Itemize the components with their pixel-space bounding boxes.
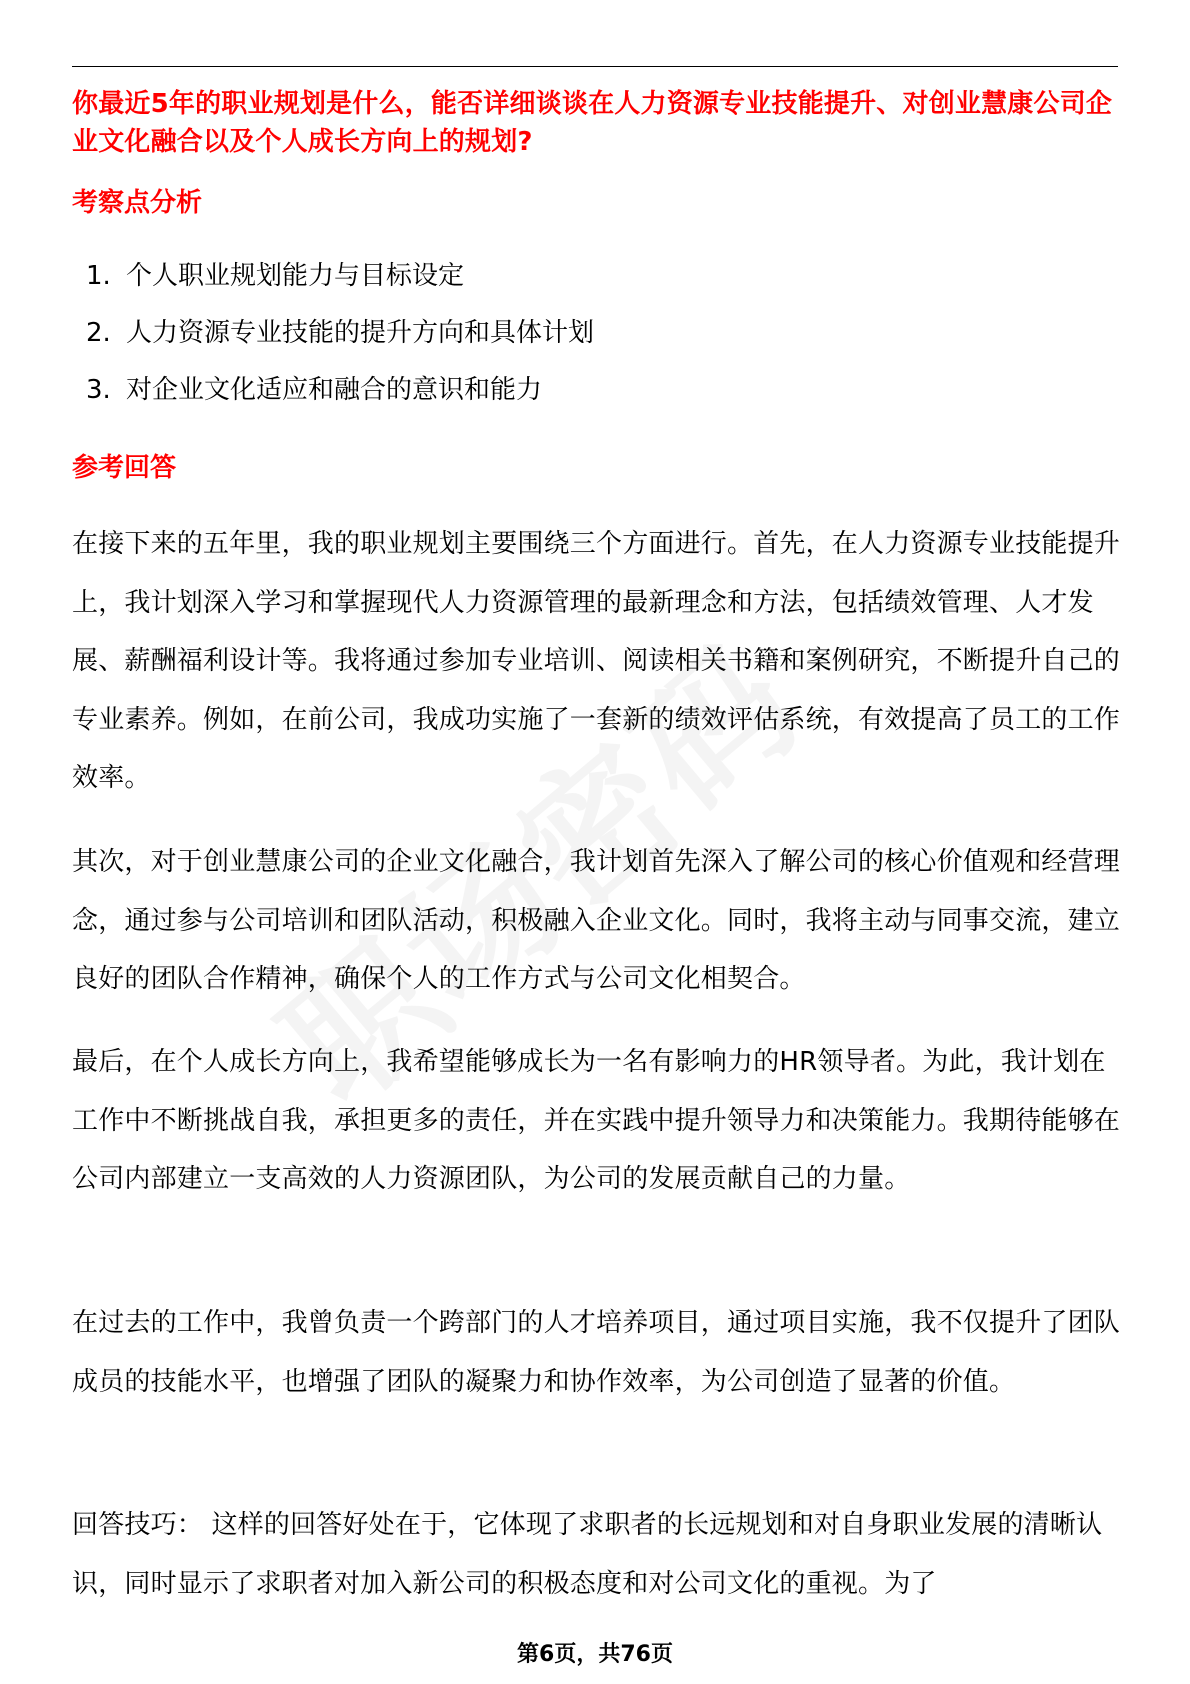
analysis-point xyxy=(86,258,594,315)
analysis-point-text: 对企业文化适应和融合的意识和能力 xyxy=(126,375,543,405)
analysis-point-number: 3. xyxy=(86,375,111,405)
answer-paragraph: 最后，在个人成长方向上，我希望能够成长为一名有影响力的HR领导者。为此，我计划在工作中不断挑战自我，承担更多的责任，并在实践中提升领导力和决策能力。我期待能够在公司内部建立一支高效的人力资源团队，为公司的发展贡献自己的力量。 xyxy=(72,1047,1121,1194)
answer-paragraph: 在接下来的五年里，我的职业规划主要围绕三个方面进行。首先，在人力资源专业技能提升上，我计划深入学习和掌握现代人力资源管理的最新理念和方法，包括绩效管理、人才发展、薪酬福利设计等。我将通过参加专业培训、阅读相关书籍和案例研究，不断提升自己的专业素养。例如，在前公司，我成功实施了一套新的绩效评估系统，有效提高了员工的工作效率。 xyxy=(72,529,1121,793)
answer-tip-paragraph: 回答技巧： 这样的回答好处在于，它体现了求职者的长远规划和对自身职业发展的清晰认识，同时显示了求职者对加入新公司的积极态度和对公司文化的重视。为了 xyxy=(72,1510,1103,1599)
analysis-point xyxy=(86,372,594,429)
analysis-point-list xyxy=(86,258,594,429)
analysis-section-title: 考察点分析 xyxy=(72,188,203,218)
answer-section-title: 参考回答 xyxy=(72,453,177,483)
analysis-point-number: 1. xyxy=(86,261,111,291)
answer-paragraph: 其次，对于创业慧康公司的企业文化融合，我计划首先深入了解公司的核心价值观和经营理念，通过参与公司培训和团队活动，积极融入企业文化。同时，我将主动与同事交流，建立良好的团队合作精神，确保个人的工作方式与公司文化相契合。 xyxy=(72,847,1121,994)
page-number-footer: 第6页，共76页 xyxy=(517,1642,673,1667)
analysis-point-text: 个人职业规划能力与目标设定 xyxy=(126,261,465,291)
analysis-point-number: 2. xyxy=(86,318,111,348)
top-rule xyxy=(72,66,1118,67)
answer-paragraph: 在过去的工作中，我曾负责一个跨部门的人才培养项目，通过项目实施，我不仅提升了团队成员的技能水平，也增强了团队的凝聚力和协作效率，为公司创造了显著的价值。 xyxy=(72,1308,1121,1397)
analysis-point-text: 人力资源专业技能的提升方向和具体计划 xyxy=(126,318,595,348)
question-heading: 你最近5年的职业规划是什么，能否详细谈谈在人力资源专业技能提升、对创业慧康公司企业文化融合以及个人成长方向上的规划? xyxy=(72,89,1113,157)
analysis-point xyxy=(86,315,594,372)
